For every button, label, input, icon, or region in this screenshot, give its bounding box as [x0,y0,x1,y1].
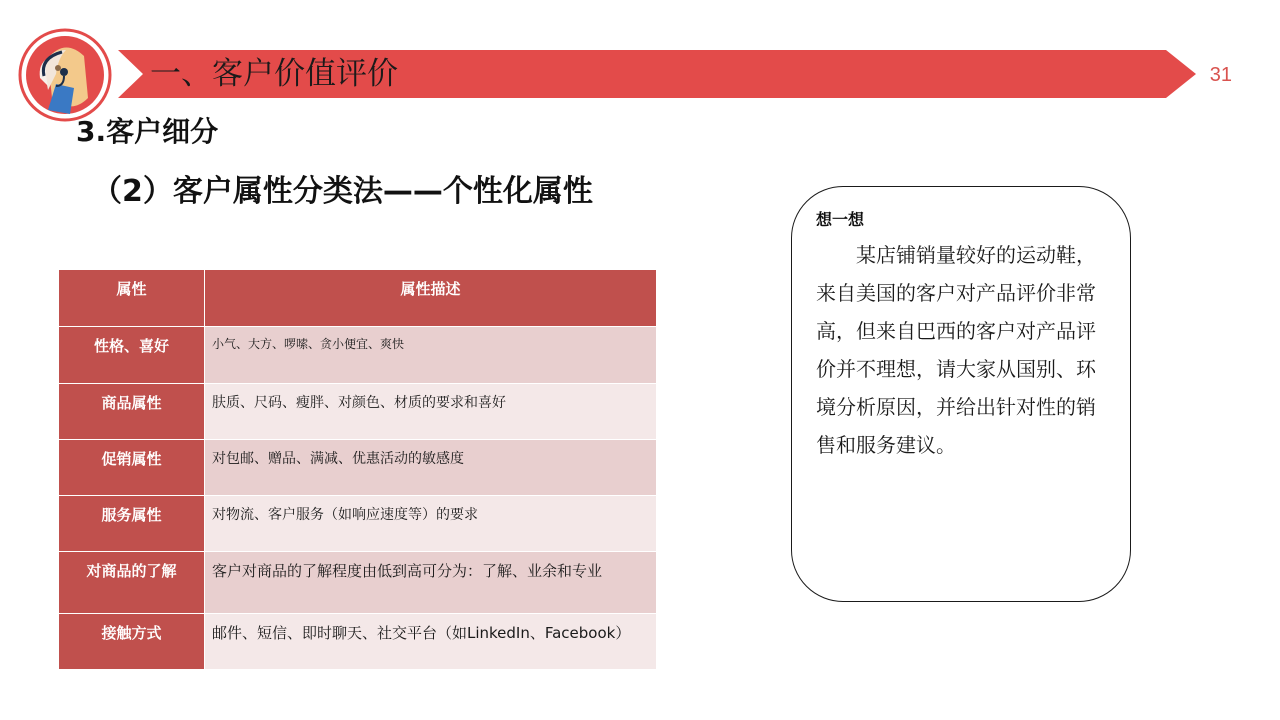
header-description: 属性描述 [205,270,657,327]
section-subtitle: （2）客户属性分类法——个性化属性 [92,174,593,209]
table-row [59,327,657,384]
row-description: 对物流、客户服务（如响应速度等）的要求 [205,496,657,552]
table-row [59,440,657,496]
row-description: 客户对商品的了解程度由低到高可分为：了解、业余和专业 [205,552,657,614]
row-attribute: 服务属性 [59,496,205,552]
row-attribute: 促销属性 [59,440,205,496]
table-row [59,614,657,670]
row-attribute: 性格、喜好 [59,327,205,384]
table-row [59,496,657,552]
row-description: 肤质、尺码、瘦胖、对颜色、材质的要求和喜好 [205,384,657,440]
header-attribute: 属性 [59,270,205,327]
table-row [59,384,657,440]
row-description: 对包邮、赠品、满减、优惠活动的敏感度 [205,440,657,496]
row-description: 邮件、短信、即时聊天、社交平台（如LinkedIn、Facebook） [205,614,657,670]
page-title: 一、客户价值评价 [150,56,398,92]
think-body: 某店铺销量较好的运动鞋，来自美国的客户对产品评价非常高，但来自巴西的客户对产品评价并不理想，请大家从国别、环境分析原因，并给出针对性的销售和服务建议。 [816,243,1096,457]
attribute-table [58,269,657,670]
page-number: 31 [1209,64,1232,86]
row-description: 小气、大方、啰嗦、贪小便宜、爽快 [205,327,657,384]
section-title: 3.客户细分 [76,115,219,148]
row-attribute: 对商品的了解 [59,552,205,614]
row-attribute: 接触方式 [59,614,205,670]
customer-service-logo [18,28,112,122]
table-header-row [59,270,657,327]
think-about-it-box [791,186,1131,602]
table-row [59,552,657,614]
row-attribute: 商品属性 [59,384,205,440]
think-title: 想一想 [816,210,865,229]
